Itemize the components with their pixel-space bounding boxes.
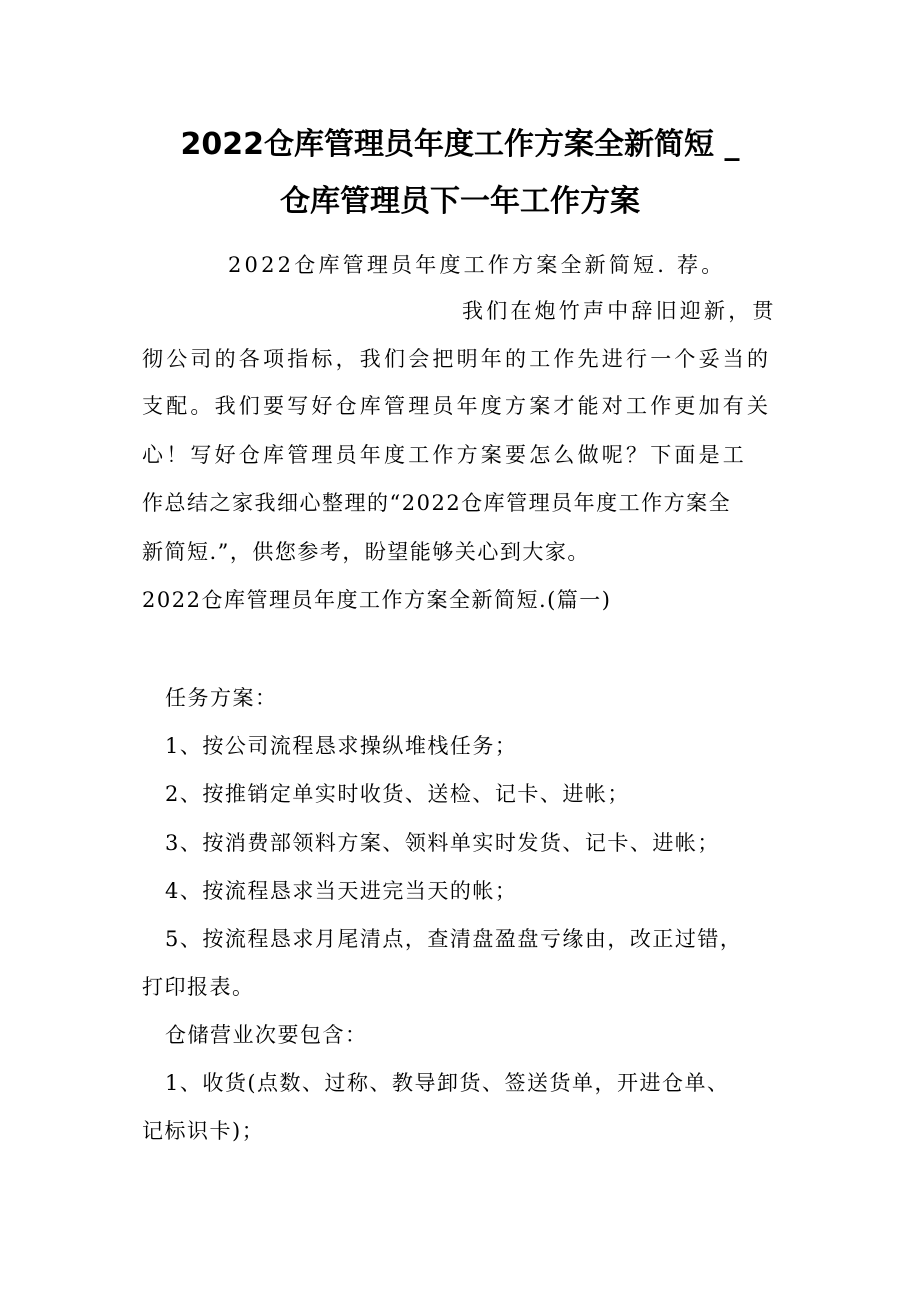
section-heading: 2022仓库管理员年度工作方案全新简短.(篇一): [142, 588, 612, 612]
intro-line: 作总结之家我细心整理的“2022仓库管理员年度工作方案全: [142, 491, 732, 515]
intro-line: 我们在炮竹声中辞旧迎新，贯: [462, 299, 777, 323]
document-subtitle: 2022仓库管理员年度工作方案全新简短. 荐。: [228, 253, 726, 277]
intro-line: 新简短.”，供您参考，盼望能够关心到大家。: [142, 540, 590, 564]
document-title-line-2: 仓库管理员下一年工作方案: [280, 184, 640, 219]
storage-item: 记标识卡)；: [142, 1119, 265, 1143]
task-heading: 任务方案：: [165, 686, 278, 710]
storage-item: 1、收货(点数、过称、教导卸货、签送货单，开进仓单、: [165, 1071, 730, 1095]
task-item: 3、按消费部领料方案、领料单实时发货、记卡、进帐；: [165, 831, 720, 855]
task-item: 打印报表。: [142, 975, 255, 999]
document-title-line-1: 2022仓库管理员年度工作方案全新简短 _: [180, 127, 740, 162]
storage-heading: 仓储营业次要包含：: [165, 1023, 368, 1047]
task-item: 4、按流程恳求当天进完当天的帐；: [165, 879, 518, 903]
task-item: 1、按公司流程恳求操纵堆栈任务；: [165, 734, 518, 758]
task-item: 5、按流程恳求月尾清点，查清盘盈盘亏缘由，改正过错，: [165, 927, 743, 951]
intro-line: 心！写好仓库管理员年度工作方案要怎么做呢？下面是工: [142, 443, 747, 467]
intro-line: 支配。我们要写好仓库管理员年度方案才能对工作更加有关: [142, 394, 772, 418]
task-item: 2、按推销定单实时收货、送检、记卡、进帐；: [165, 782, 630, 806]
intro-line: 彻公司的各项指标，我们会把明年的工作先进行一个妥当的: [142, 347, 772, 371]
